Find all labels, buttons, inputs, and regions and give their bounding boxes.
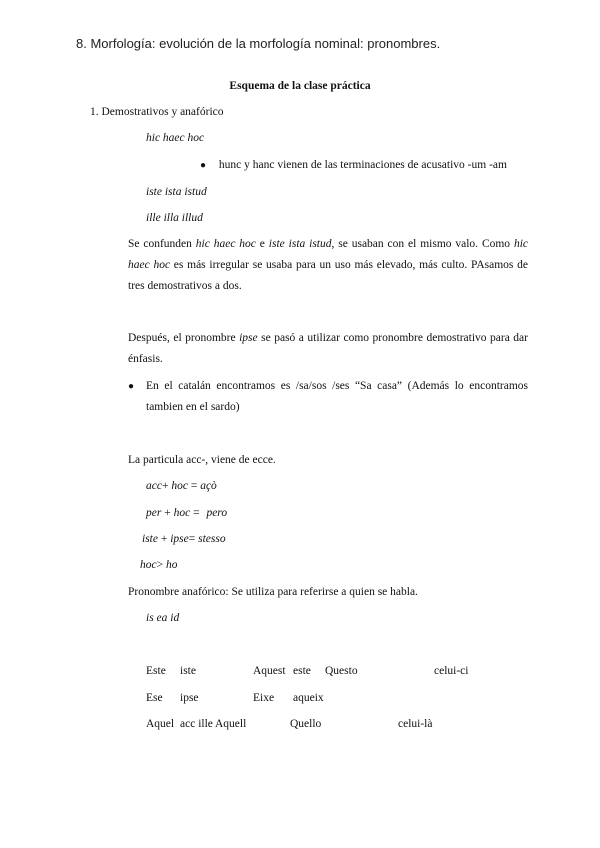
italic-text: hic haec hoc	[195, 238, 256, 250]
text: , se usaban con el mismo valo. Como	[331, 238, 514, 250]
italic-text: iste ista istud	[268, 238, 332, 250]
table-cell: celui-ci	[434, 665, 469, 677]
section-heading: 1. Demostrativos y anafórico	[90, 106, 224, 118]
table-cell: Questo	[325, 665, 358, 677]
text: es más irregular se usaba para un uso más elevado, más culto. PAsamos de tres demostrativos a dos.	[128, 259, 528, 292]
table-cell: celui-là	[398, 718, 433, 730]
bullet-text: hunc y hanc vienen de las terminaciones de acusativo -um -am	[218, 159, 507, 171]
paragraph-particula: La particula acc-, viene de ecce.	[128, 454, 276, 466]
table-cell: este	[293, 665, 311, 677]
text: e	[255, 238, 269, 250]
line-hic-haec-hoc: hic haec hoc	[146, 132, 205, 144]
formula-row: iste + ipse= stesso	[142, 533, 226, 545]
table-cell: Ese	[146, 692, 163, 704]
text: Después, el pronombre	[128, 332, 240, 344]
italic-text: ipse	[239, 332, 258, 344]
table-cell: aqueix	[293, 692, 324, 704]
table-cell: Aquell	[215, 718, 247, 730]
paragraph-ipse	[128, 328, 528, 370]
table-cell: Este	[146, 665, 166, 677]
italic-text: hic haec hoc	[128, 238, 528, 271]
table-cell: iste	[180, 665, 196, 677]
formula-row: per + hoc = pero	[146, 507, 228, 519]
table-cell: Aquel	[146, 718, 175, 730]
bullet-icon: ●	[128, 381, 135, 392]
line-is-ea-id: is ea id	[146, 612, 180, 624]
text: se pasó a utilizar como pronombre demostrativo para dar énfasis.	[128, 332, 528, 365]
formula-row: acc+ hoc = açò	[146, 480, 217, 492]
subtitle: Esquema de la clase práctica	[229, 80, 371, 92]
formula-row: hoc> ho	[140, 559, 178, 571]
bullet-icon: ●	[200, 160, 207, 171]
bullet-item-catalan: En el catalán encontramos es /sa/sos /ses “Sa casa” (Además lo encontramos tambien en el sardo)	[146, 380, 528, 413]
page-title: 8. Morfología: evolución de la morfología nominal: pronombres.	[76, 36, 441, 51]
text: Se confunden	[128, 238, 196, 250]
paragraph-confunden	[128, 234, 528, 297]
line-iste-ista-istud: iste ista istud	[146, 186, 207, 198]
table-cell: acc ille	[180, 718, 213, 730]
table-cell: ipse	[180, 692, 199, 704]
line-ille-illa-illud: ille illa illud	[146, 212, 203, 224]
paragraph-anaforico: Pronombre anafórico: Se utiliza para referirse a quien se habla.	[128, 586, 418, 598]
table-cell: Quello	[290, 718, 322, 730]
table-cell: Aquest	[253, 665, 286, 677]
bullet-item-hunc	[200, 159, 507, 171]
table-cell: Eixe	[253, 692, 275, 704]
